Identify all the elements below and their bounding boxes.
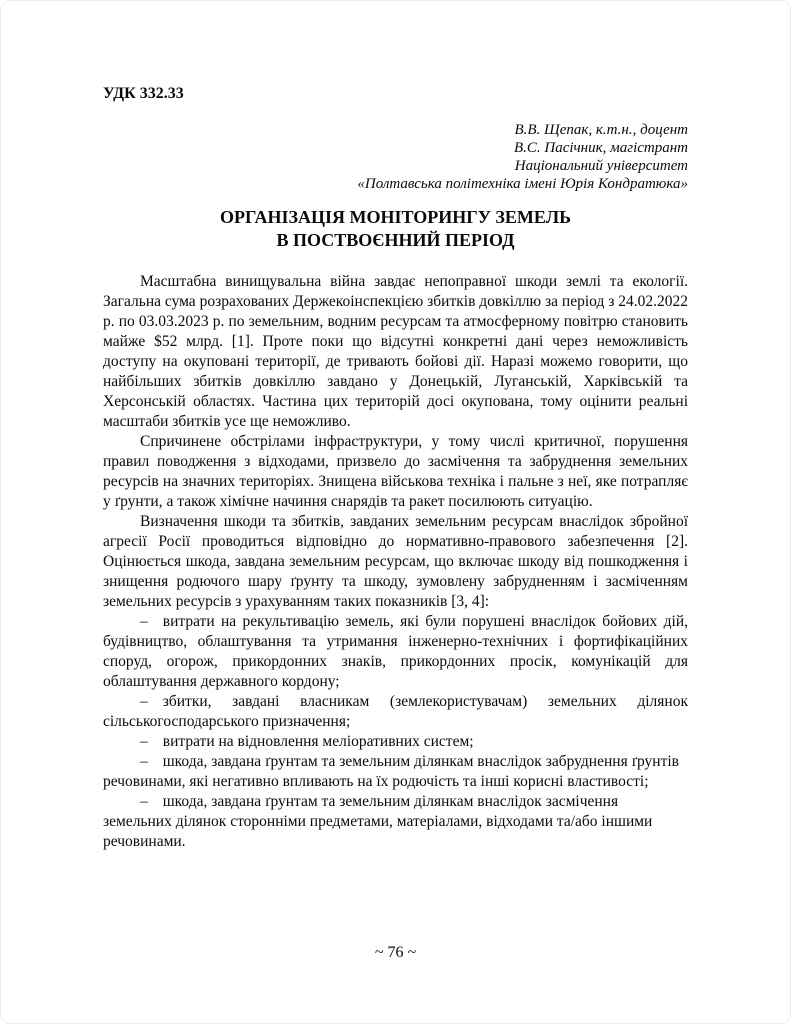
paragraph-1: Масштабна винищувальна війна завдає непоправної шкоди землі та екології. Загальна сума розрахованих Держекоінспекцією збитків довкіллю за період з 24.02.2022 р. по 03.03.2023 р. по земельним, водним ресурсам та атмосферному повітрю становить майже $52 млрд. [1]. Проте поки що відсутні конкретні дані через неможливість доступу на окуповані території, де тривають бойові дії. Наразі можемо говорити, що найбільших збитків довкіллю завдано у Донецькій, Луганській, Харківській та Херсонській областях. Частина цих територій досі окупована, тому оцінити реальні масштаби збитків усе ще неможливо. — [103, 273, 688, 430]
list-item-5 — [103, 792, 688, 852]
list-item-text: шкода, завдана ґрунтам та земельним ділянкам внаслідок засмічення земельних ділянок сторонніми предметами, матеріалами, відходами та/або іншими речовинами. — [103, 793, 653, 850]
paragraph-3: Визначення шкоди та збитків, завданих земельним ресурсам внаслідок збройної агресії Росії проводиться відповідно до нормативно-правового забезпечення [2]. Оцінюється шкода, завдана земельним ресурсам, що включає шкоду від пошкодження і знищення родючого шару ґрунту та шкоду, зумовлену забрудненням і засміченням земельних ресурсів з урахуванням таких показників [3, 4]: — [103, 513, 688, 610]
dash-marker: – — [140, 793, 148, 810]
author-block — [103, 121, 688, 193]
page-number: ~ 76 ~ — [374, 944, 417, 961]
paragraph-2: Спричинене обстрілами інфраструктури, у тому числі критичної, порушення правил поводження з відходами, призвело до засмічення та забруднення земельних ресурсів на значних територіях. Знищена військова техніка і пальне з неї, яке потрапляє у ґрунти, а також хімічне начиння снарядів та ракет посилюють ситуацію. — [103, 433, 688, 510]
list-item-text: витрати на рекультивацію земель, які були порушені внаслідок бойових дій, будівництво, облаштування та утримання інженерно-технічних і фортифікаційних споруд, огорож, прикордонних знаків, прикордонних просік, комунікацій для облаштування державного кордону; — [103, 613, 688, 690]
author-line-2: В.С. Пасічник, магістрант — [513, 140, 688, 156]
list-item-text: збитки, завдані власникам (землекористувачам) земельних ділянок сільськогосподарського призначення; — [103, 693, 688, 730]
page-content — [1, 1, 790, 852]
list-item-text: шкода, завдана ґрунтам та земельним ділянкам внаслідок забруднення ґрунтів речовинами, які негативно впливають на їх родючість та інші корисні властивості; — [103, 753, 680, 790]
dash-marker: – — [140, 613, 148, 630]
list-item-3 — [103, 732, 688, 752]
dash-marker: – — [140, 753, 148, 770]
dash-marker: – — [140, 733, 148, 750]
list-item-text: витрати на відновлення меліоративних систем; — [162, 733, 474, 750]
list-item-2 — [103, 692, 688, 732]
udc-code: УДК 332.33 — [103, 85, 184, 102]
list-item-4 — [103, 752, 688, 792]
title-line-1: ОРГАНІЗАЦІЯ МОНІТОРИНГУ ЗЕМЕЛЬ — [220, 207, 571, 227]
list-item-1 — [103, 612, 688, 692]
title-line-2: В ПОСТВОЄННИЙ ПЕРІОД — [276, 230, 515, 250]
affiliation-line-1: Національний університет — [514, 158, 688, 174]
article-body — [103, 272, 688, 852]
author-line-1: В.В. Щепак, к.т.н., доцент — [514, 122, 688, 138]
dash-marker: – — [140, 693, 148, 710]
affiliation-line-2: «Полтавська політехніка імені Юрія Кондратюка» — [357, 176, 688, 192]
article-title — [103, 206, 688, 252]
